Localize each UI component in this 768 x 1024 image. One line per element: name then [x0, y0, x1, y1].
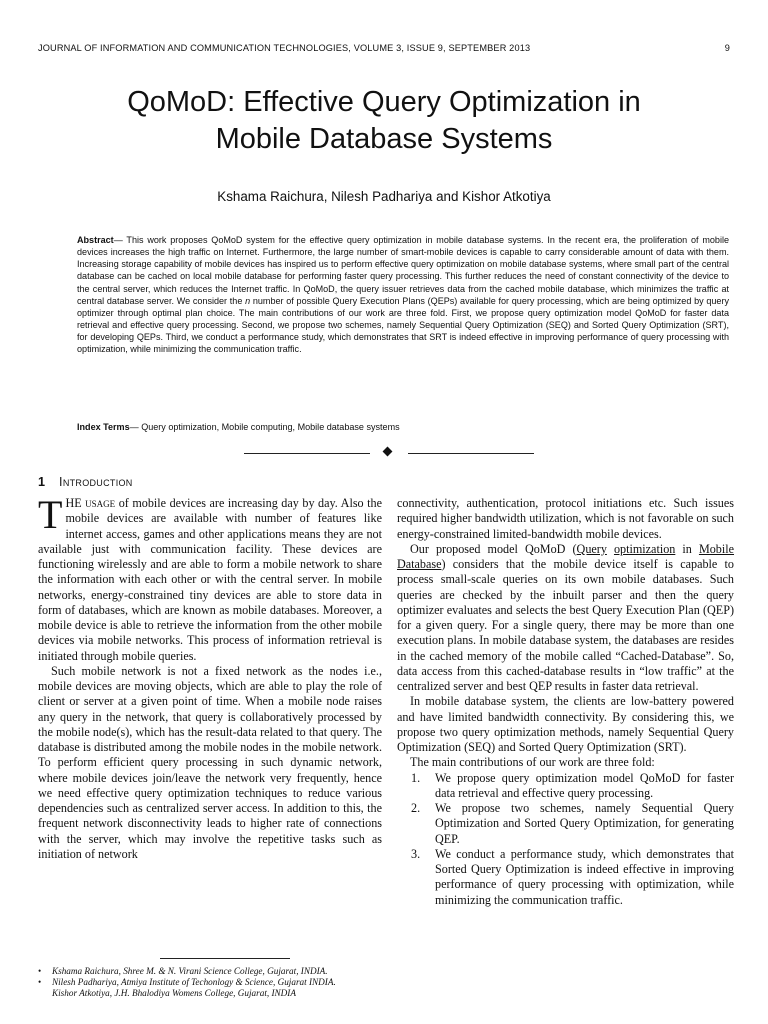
left-column — [38, 492, 382, 862]
intro-paragraph-2: Such mobile network is not a fixed network as the nodes i.e., mobile devices are moving objects, which are able to play the role of client or server at a given point of time. When a mobile node raises any query in the network, that query is collaboratively processed by the mobile node(s), which has the result-data related to that query. The database is distributed among the mobile nodes in the mobile network. To perform efficient query processing in such dynamic network, where mobile devices join/leave the network very frequently, hence we need effective query optimization techniques to reduce various dependencies such as centralized server access. In addition to this, the frequent network disconnectivity leads to higher rate of connections with the server, which may involve the repetitive tasks such as initiation of network — [38, 663, 382, 861]
footnote-text: Nilesh Padhariya, Atmiya Institute of Techonlogy & Science, Gujarat INDIA. — [52, 977, 336, 988]
p4-underlined-query: Query — [576, 541, 607, 556]
intro-paragraph-1-text: of mobile devices are increasing day by day. Also the mobile devices are available with number of features like internet access, games and other applications means they are not available just with communication facility. These devices are functioning wirelessly and are able to form a mobile network to share the information with each other or with the central server. In mobile networks, energy-constrained tiny devices are able to store data in form of databases, which are known as mobile databases. Moreover, a mobile device is able to retrieve the information from the other mobile devices via mobile networks. This process of information retrieval is initiated through mobile queries. — [38, 496, 382, 663]
intro-paragraph-6: The main contributions of our work are three fold: — [410, 755, 655, 770]
index-terms-label: Index Terms — [77, 422, 130, 432]
footnote-text: Kshama Raichura, Shree M. & N. Virani Science College, Gujarat, INDIA. — [52, 966, 328, 976]
right-column — [397, 496, 734, 908]
list-item — [397, 801, 734, 847]
p4-text-a: Our proposed model QoMoD ( — [410, 541, 577, 556]
p4-underlined-optimization: optimization — [613, 541, 676, 556]
abstract-n: n — [245, 295, 251, 306]
footnote-bullet: • — [38, 977, 42, 988]
running-head — [38, 43, 730, 53]
p4-text-c: in — [675, 541, 699, 556]
list-item — [397, 847, 734, 908]
index-terms-dash: — — [129, 422, 142, 432]
section-title: Introduction — [59, 475, 133, 489]
journal-name: JOURNAL OF INFORMATION AND COMMUNICATION TECHNOLOGIES, VOLUME 3, ISSUE 9, SEPTEMBER 2013 — [38, 43, 531, 53]
list-item-text: We conduct a performance study, which demonstrates that Sorted Query Optimization is indeed effective in improving performance of query processing with optimization, while minimizing the communication traffic. — [435, 846, 734, 907]
contributions-list — [397, 771, 734, 908]
separator-line-left — [244, 453, 370, 454]
title-line-1: QoMoD: Effective Query Optimization in — [127, 86, 641, 118]
drop-cap: T — [38, 492, 63, 537]
footnote-rule — [160, 958, 290, 959]
footnote-text: Kishor Atkotiya, J.H. Bhalodiya Womens College, Gujarat, INDIA — [52, 988, 296, 999]
footnote — [38, 988, 388, 999]
intro-paragraph-3: connectivity, authentication, protocol initiations etc. Such issues required higher bandwidth utilization, which is not favorable on such energy-constrained limited-bandwidth mobile devices. — [397, 496, 734, 541]
footnote-bullet: • — [38, 966, 42, 976]
list-item-number: 3. — [411, 846, 421, 861]
diamond-icon — [383, 447, 393, 457]
section-heading — [38, 475, 133, 489]
footnote — [38, 966, 388, 977]
page-number: 9 — [724, 43, 730, 53]
index-terms-text: Query optimization, Mobile computing, Mobile database systems — [141, 422, 400, 432]
p4-underlined-database: Database — [397, 557, 442, 571]
intro-paragraph-5: In mobile database system, the clients are low-battery powered and have limited bandwidth connectivity. By considering this, we propose two query optimization methods, namely Sequential Query Optimization (SEQ) and Sorted Query Optimization (SRT). — [397, 694, 734, 754]
abstract — [77, 234, 729, 356]
first-word: HE usage — [65, 496, 116, 510]
p4-text-e: ) considers that the mobile device itself is capable to process small-scale queries on its own mobile databases. Such queries are checked by the inbuilt parser and then the query optimizer evaluates and selects the best Query Execution Plan (QEP) for a given query. For a single query, there may be more than one execution plans. In mobile database system, the databases are resides in the cached memory of the mobile called “Cached-Database”. So, data access from this cached-database results in “low traffic” at the centralized server and best QEP results in faster data retrieval. — [397, 557, 734, 693]
list-item-text: We propose query optimization model QoMoD for faster data retrieval and effective query processing. — [435, 770, 734, 800]
intro-paragraph-1 — [38, 492, 382, 664]
separator-line-right — [408, 453, 534, 454]
author-footnotes — [38, 966, 388, 1000]
section-separator — [244, 447, 534, 459]
abstract-dash: — — [113, 235, 127, 245]
list-item-number: 2. — [411, 801, 421, 815]
footnote — [38, 977, 388, 988]
title-line-2: Mobile Database Systems — [215, 123, 553, 155]
p4-text-b — [607, 542, 614, 556]
paper-title — [40, 84, 728, 158]
author-list: Kshama Raichura, Nilesh Padhariya and Kishor Atkotiya — [217, 189, 551, 204]
section-number: 1 — [38, 475, 46, 489]
list-item-number: 1. — [411, 770, 421, 785]
abstract-label: Abstract — [77, 235, 114, 245]
list-item — [397, 771, 734, 802]
intro-paragraph-4 — [397, 542, 734, 695]
abstract-text-a: This work proposes QoMoD system for the effective query optimization in mobile database systems. In the recent era, the proliferation of mobile devices increases the high traffic on Internet. Furthermore, the large number of smart-mobile devices is capable to carry considerable amount of data with them. Increasing storage capability of mobile devices has inspired us to perform effective query optimization on mobile database systems, where small part of the central database can be cached on local mobile database for performing faster query processing. This further reduces the need of constant connectivity of the device to the central server, which reduces the Internet traffic. In QoMoD, the query issuer retrieves data from the cached mobile database, which minimizes the traffic at central database server. We consider the — [77, 235, 729, 306]
abstract-text-b: number of possible Query Execution Plans (QEPs) available for query processing, which are being optimized by query optimizer through optimal plan choice. The main contributions of our work are three fold. First, we propose query optimization model QoMoD for faster data retrieval and effective query processing. Second, we propose two schemes, namely Sequential Query Optimization (SEQ) and Sorted Query Optimization (SRT), for developing QEPs. Third, we conduct a performance study, which demonstrates that SRT is indeed effective in improving performance of query processing with optimization, while minimizing the communication traffic. — [77, 295, 730, 355]
index-terms — [77, 421, 729, 433]
list-item-text: We propose two schemes, namely Sequential Query Optimization and Sorted Query Optimization, for generating QEP. — [435, 801, 734, 846]
p4-underlined-mobile: Mobile — [698, 541, 735, 556]
